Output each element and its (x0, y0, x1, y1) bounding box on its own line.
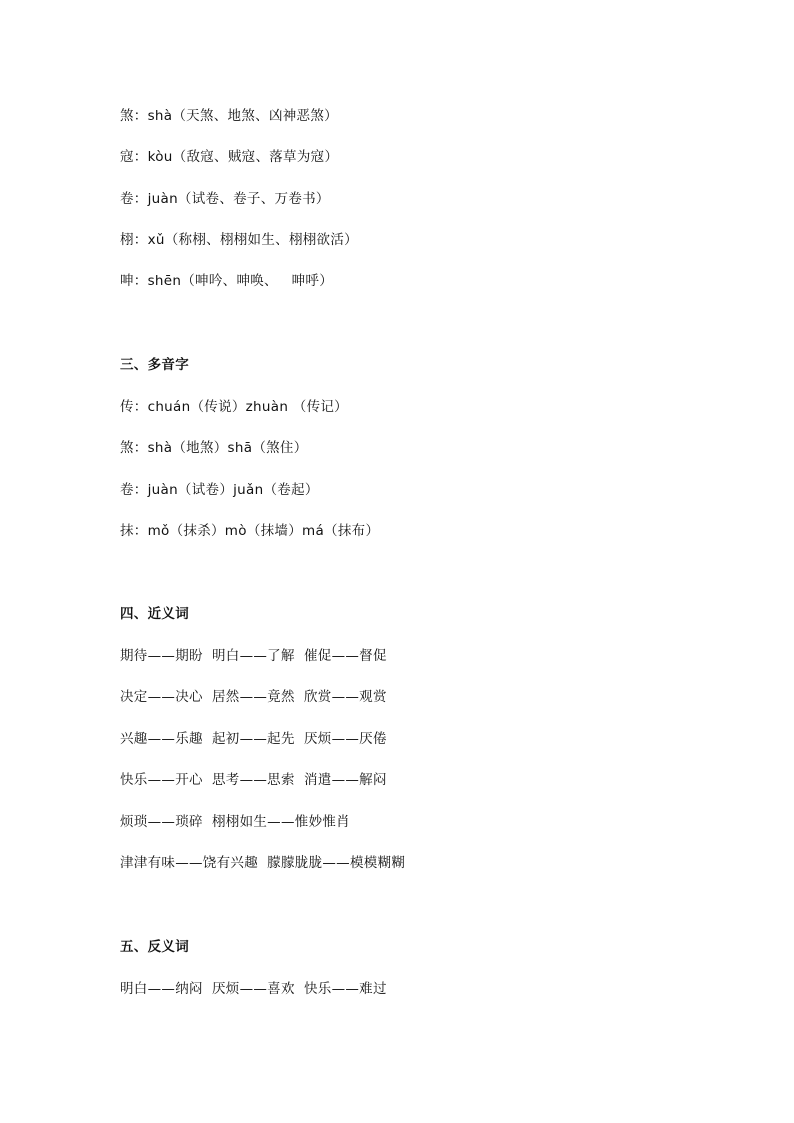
synonym-line: 决定——决心 居然——竟然 欣赏——观赏 (120, 689, 387, 705)
pronunciation-line: 呻：shēn（呻吟、呻唤、 呻呼） (120, 273, 334, 289)
synonym-line: 烦琐——琐碎 栩栩如生——惟妙惟肖 (120, 814, 350, 830)
antonym-line: 明白——纳闷 厌烦——喜欢 快乐——难过 (120, 981, 387, 997)
polyphone-line: 抹：mǒ（抹杀）mò（抹墙）má（抹布） (120, 523, 380, 539)
pronunciation-line: 寇：kòu（敌寇、贼寇、落草为寇） (120, 149, 339, 165)
synonym-line: 期待——期盼 明白——了解 催促——督促 (120, 648, 387, 664)
synonym-line: 兴趣——乐趣 起初——起先 厌烦——厌倦 (120, 731, 387, 747)
synonym-line: 快乐——开心 思考——思索 消遣——解闷 (120, 772, 387, 788)
pronunciation-line: 煞：shà（天煞、地煞、凶神恶煞） (120, 108, 338, 124)
pronunciation-line: 栩：xǔ（称栩、栩栩如生、栩栩欲活） (120, 232, 358, 248)
section-heading-polyphone: 三、多音字 (120, 357, 189, 373)
section-heading-antonyms: 五、反义词 (120, 939, 189, 955)
synonym-line: 津津有味——饶有兴趣 朦朦胧胧——模模糊糊 (120, 855, 406, 871)
polyphone-line: 煞：shà（地煞）shā（煞住） (120, 440, 308, 456)
section-heading-synonyms: 四、近义词 (120, 606, 189, 622)
polyphone-line: 传：chuán（传说）zhuàn （传记） (120, 399, 348, 415)
polyphone-line: 卷：juàn（试卷）juǎn（卷起） (120, 482, 319, 498)
pronunciation-line: 卷：juàn（试卷、卷子、万卷书） (120, 191, 330, 207)
